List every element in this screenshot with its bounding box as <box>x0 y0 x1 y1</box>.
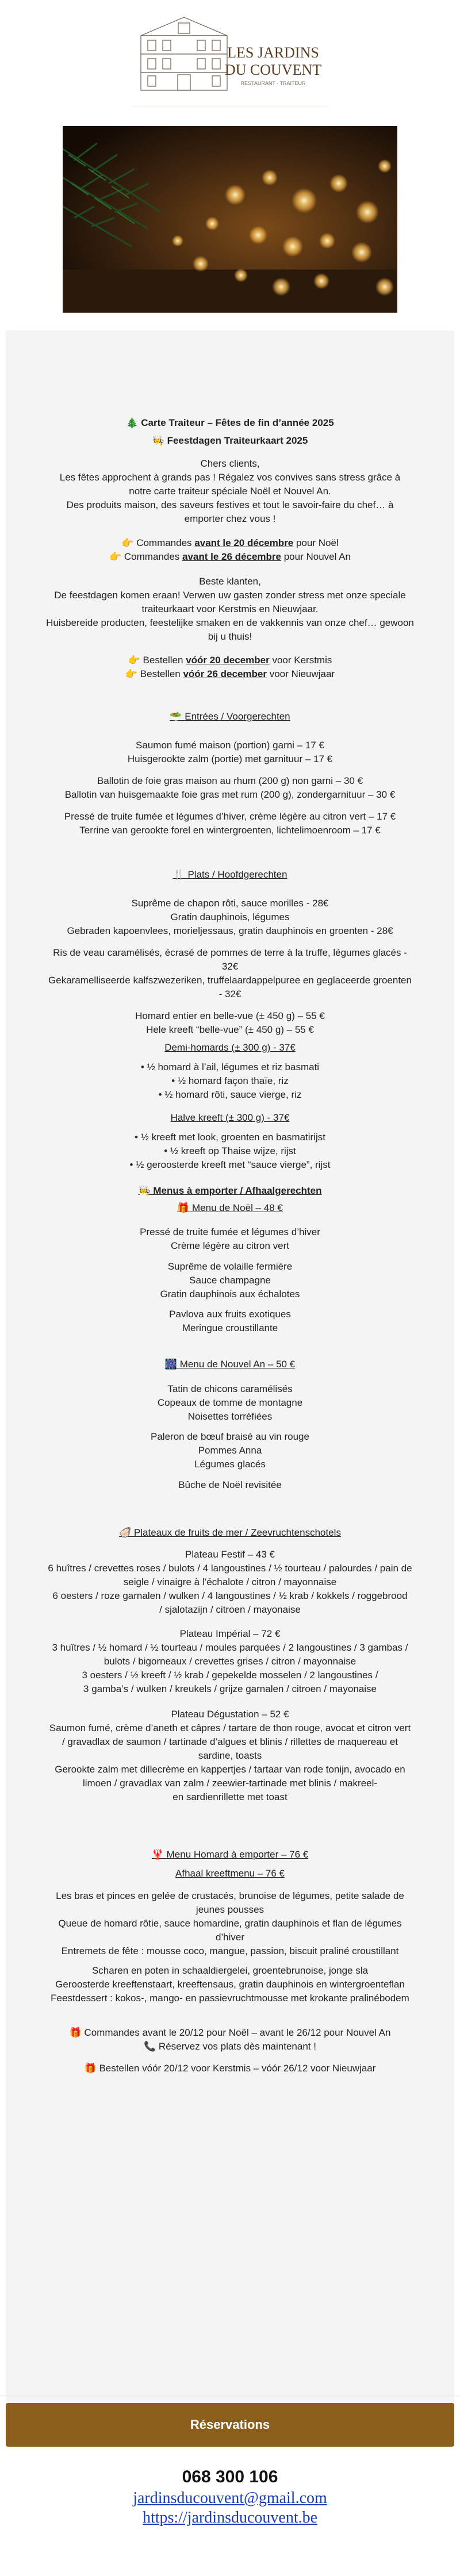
menu-item: • ½ homard façon thaïe, riz <box>171 1075 289 1086</box>
menu-item: Copeaux de tomme de montagne <box>157 1397 303 1408</box>
menu-item: Paleron de bœuf braisé au vin rouge <box>151 1431 309 1442</box>
menu-item: Huisgerookte zalm (portie) met garnituur – 17 € <box>127 753 333 764</box>
brand-logo[interactable] <box>129 13 331 99</box>
menu-item: • ½ homard à l’ail, légumes et riz basmati <box>140 1062 320 1072</box>
intro-nl-line: Beste klanten, <box>199 576 261 587</box>
brand-name-line2: DU COUVENT <box>224 61 322 78</box>
intro-nl-line: bij u thuis! <box>208 631 252 642</box>
menu-item: Suprême de chapon rôti, sauce morilles - 28€ <box>131 898 329 909</box>
section-heading-menus: 🧑‍🍳 Menus à emporter / Afhaalgerechten <box>138 1185 322 1196</box>
menu-item: Pavlova aux fruits exotiques <box>169 1309 291 1320</box>
menu-item: Ris de veau caramélisés, écrasé de pommes de terre à la truffe, légumes glacés - <box>53 947 407 958</box>
hero-image-christmas-lights <box>63 126 397 313</box>
menu-item: Ballotin de foie gras maison au rhum (200 g) non garni – 30 € <box>97 775 363 786</box>
closing-order-deadlines-fr: 🎁 Commandes avant le 20/12 pour Noël – avant le 26/12 pour Nouvel An <box>69 2027 391 2038</box>
subheading-plateau-degustation: Plateau Dégustation – 52 € <box>171 1709 289 1720</box>
intro-fr-line: emporter chez vous ! <box>184 513 276 524</box>
menu-item: jeunes pousses <box>195 1904 264 1915</box>
order-deadline-noel-fr: 👉 Commandes avant le 20 décembre pour Noël <box>121 537 339 548</box>
menu-item: Meringue croustillante <box>182 1322 278 1333</box>
brand-name-line1: LES JARDINS <box>227 44 319 61</box>
subheading-demi-homards: Demi-homards (± 300 g) - 37€ <box>164 1042 296 1053</box>
contact-footer <box>0 2466 460 2528</box>
order-deadline-kerst-nl: 👉 Bestellen vóór 20 december voor Kerstmis <box>128 655 332 666</box>
menu-item: Crème légère au citron vert <box>171 1240 289 1251</box>
menu-item: Pommes Anna <box>198 1445 262 1456</box>
menu-item: Suprême de volaille fermière <box>167 1261 293 1272</box>
intro-fr-line: Des produits maison, des saveurs festives et tout le savoir-faire du chef… à <box>66 499 394 510</box>
subheading-plateau-festif: Plateau Festif – 43 € <box>185 1549 275 1560</box>
intro-fr-line: Les fêtes approchent à grands pas ! Régalez vos convives sans stress grâce à <box>59 472 401 483</box>
menu-item: Gerookte zalm met dillecrème en kappertjes / tartaar van rode tonijn, avocado en <box>55 1764 405 1775</box>
menu-item: 3 oesters / ½ kreeft / ½ krab / gepekelde mosselen / 2 langoustines / <box>82 1670 378 1681</box>
subheading-kreeftmenu: Afhaal kreeftmenu – 76 € <box>175 1868 285 1879</box>
menu-item: Homard entier en belle-vue (± 450 g) – 55 € <box>135 1010 325 1021</box>
subheading-menu-nouvel-an: 🎆 Menu de Nouvel An – 50 € <box>164 1359 296 1370</box>
content-card <box>6 330 454 2405</box>
menu-item: Tatin de chicons caramélisés <box>167 1383 293 1394</box>
section-heading-menu-homard: 🦞 Menu Homard à emporter – 76 € <box>151 1849 309 1860</box>
order-deadline-nieuwjaar-nl: 👉 Bestellen vóór 26 december voor Nieuwjaar <box>125 668 335 679</box>
menu-item: sardine, toasts <box>198 1750 262 1761</box>
intro-nl-line: De feestdagen komen eraan! Verwen uw gasten zonder stress met onze speciale <box>54 590 406 601</box>
intro-title-nl: 🧑‍🍳 Feestdagen Traiteurkaart 2025 <box>152 435 308 446</box>
menu-item: Entremets de fête : mousse coco, mangue, passion, biscuit praliné croustillant <box>61 1946 399 1956</box>
menu-item: • ½ geroosterde kreeft met “sauce vierge”, rijst <box>129 1159 331 1170</box>
section-heading-entrees: 🥗 Entrées / Voorgerechten <box>170 711 290 722</box>
intro-nl-line: traiteurkaart voor Kerstmis en Nieuwjaar. <box>141 603 319 614</box>
menu-item: Gekaramelliseerde kalfszwezeriken, truffelaardappelpuree en geglaceerde groenten <box>48 975 412 986</box>
menu-item: Hele kreeft “belle-vue” (± 450 g) – 55 € <box>146 1024 314 1035</box>
menu-item: 3 huîtres / ½ homard / ½ tourteau / moules parquées / 2 langoustines / 3 gambas / <box>52 1642 408 1653</box>
menu-item: d’hiver <box>215 1932 245 1943</box>
reservations-button[interactable] <box>6 2403 454 2447</box>
subheading-plateau-imperial: Plateau Impérial – 72 € <box>179 1628 281 1639</box>
building-icon <box>141 17 227 90</box>
menu-item: Les bras et pinces en gelée de crustacés, brunoise de légumes, petite salade de <box>56 1890 404 1901</box>
menu-item: Geroosterde kreeftenstaart, kreeftensaus, gratin dauphinois en wintergroenteflan <box>55 1979 405 1990</box>
menu-item: Noisettes torréfiées <box>187 1411 273 1422</box>
menu-item: Légumes glacés <box>194 1459 266 1470</box>
menu-item: Feestdessert : kokos-, mango- en passievruchtmousse met krokante pralinébodem <box>51 1993 409 2004</box>
menu-item: Saumon fumé, crème d’aneth et câpres / tartare de thon rouge, avocat et citron vert <box>49 1723 411 1733</box>
closing-reserve-now: 📞 Réservez vos plats dès maintenant ! <box>144 2041 316 2052</box>
section-heading-plats: 🍴 Plats / Hoofdgerechten <box>172 869 288 880</box>
menu-item: Gebraden kapoenvlees, morieljessaus, gratin dauphinois en groenten - 28€ <box>67 925 393 936</box>
menu-item: Pressé de truite fumée et légumes d’hiver, crème légère au citron vert – 17 € <box>64 811 396 822</box>
intro-title-fr: 🎄 Carte Traiteur – Fêtes de fin d’année 2025 <box>126 417 334 428</box>
menu-item: Ballotin van huisgemaakte foie gras met rum (200 g), zondergarnituur – 30 € <box>64 789 396 800</box>
menu-item: seigle / vinaigre à l’échalote / citron / mayonnaise <box>123 1577 337 1587</box>
menu-item: 6 huîtres / crevettes roses / bulots / 4 langoustines / ½ tourteau / palourdes / pain de <box>48 1563 412 1574</box>
menu-item: 32€ <box>221 961 239 972</box>
subheading-menu-noel: 🎁 Menu de Noël – 48 € <box>177 1202 283 1213</box>
email-link[interactable]: jardinsducouvent@gmail.com <box>133 2489 327 2507</box>
section-heading-plateaux: 🦪 Plateaux de fruits de mer / Zeevruchtenschotels <box>119 1527 341 1538</box>
subheading-halve-kreeft: Halve kreeft (± 300 g) - 37€ <box>170 1112 290 1123</box>
menu-item: • ½ kreeft op Thaise wijze, rijst <box>164 1145 296 1156</box>
closing-order-deadlines-nl: 🎁 Bestellen vóór 20/12 voor Kerstmis – vóór 26/12 voor Nieuwjaar <box>84 2063 376 2074</box>
menu-item: • ½ kreeft met look, groenten en basmatirijst <box>135 1132 325 1143</box>
menu-item: - 32€ <box>218 989 241 999</box>
menu-item: en sardienrillette met toast <box>172 1791 288 1802</box>
menu-item: Queue de homard rôtie, sauce homardine, gratin dauphinois et flan de légumes <box>58 1918 402 1929</box>
menu-item: 6 oesters / roze garnalen / wulken / 4 langoustines / ½ krab / kokkels / roggebrood <box>52 1590 408 1601</box>
reservations-button-label: Réservations <box>190 2417 270 2432</box>
menu-item: / gravadlax de saumon / tartinade d’algues et blinis / rillettes de maquereau et <box>62 1736 398 1747</box>
menu-item: Saumon fumé maison (portion) garni – 17 € <box>136 740 324 751</box>
menu-item: • ½ homard rôti, sauce vierge, riz <box>158 1089 302 1100</box>
brand-tagline: RESTAURANT · TRAITEUR <box>240 80 306 86</box>
intro-nl-line: Huisbereide producten, feestelijke smaken en de vakkennis van onze chef… gewoon <box>46 617 414 628</box>
menu-item: Gratin dauphinois aux échalotes <box>160 1289 300 1299</box>
order-deadline-nouvelan-fr: 👉 Commandes avant le 26 décembre pour Nouvel An <box>109 551 351 562</box>
menu-item: Bûche de Noël revisitée <box>178 1479 282 1490</box>
menu-item: bulots / bigorneaux / crevettes grises / citron / mayonnaise <box>103 1656 356 1667</box>
menu-item: Scharen en poten in schaaldiergelei, groentebrunoise, jonge sla <box>91 1965 369 1976</box>
intro-fr-line: notre carte traiteur spéciale Noël et Nouvel An. <box>129 486 331 497</box>
menu-item: Pressé de truite fumée et légumes d’hiver <box>140 1227 320 1237</box>
menu-item: Gratin dauphinois, légumes <box>170 912 290 922</box>
menu-item: Sauce champagne <box>189 1275 271 1286</box>
intro-fr-line: Chers clients, <box>200 458 260 469</box>
menu-item: / sjalotazijn / citroen / mayonaise <box>159 1604 301 1615</box>
menu-item: limoen / gravadlax van zalm / zeewier-tartinade met blinis / makreel- <box>82 1778 378 1789</box>
website-link[interactable]: https://jardinsducouvent.be <box>142 2509 318 2527</box>
menu-item: Terrine van gerookte forel en wintergroenten, lichtelimoenroom – 17 € <box>79 825 381 836</box>
phone-number[interactable]: 068 300 106 <box>182 2467 278 2486</box>
menu-item: 3 gamba’s / wulken / kreukels / grijze garnalen / citroen / mayonaise <box>83 1683 377 1694</box>
